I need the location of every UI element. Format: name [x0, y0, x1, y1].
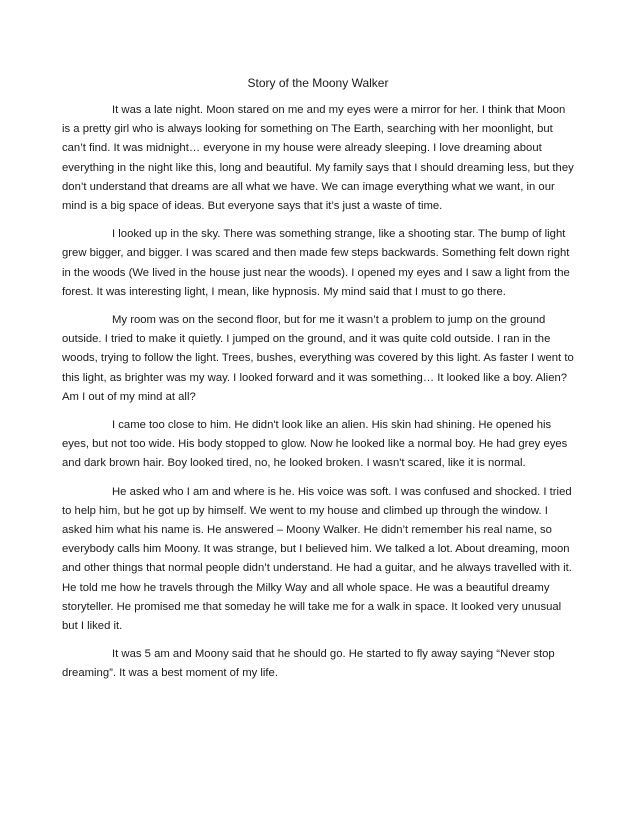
- paragraph-1: It was a late night. Moon stared on me and my eyes were a mirror for her. I think that Moon is a pretty girl who is always looking for something on The Earth, searching with her moonlight, but can’t find. It was midnight… everyone in my house were already sleeping. I love dreaming about everything in the night like this, long and beautiful. My family says that I should dreaming less, but they don’t understand that dreams are all what we have. We can image everything what we want, in our mind is a big space of ideas. But everyone says that it’s just a waste of time.: [62, 104, 574, 213]
- document-page: [62, 74, 574, 693]
- paragraph-5: He asked who I am and where is he. His voice was soft. I was confused and shocked. I tried to help him, but he got up by himself. We went to my house and climbed up through the window. I asked him what his name is. He answered – Moony Walker. He didn’t remember his real name, so everybody calls him Moony. It was strange, but I believed him. We talked a lot. About dreaming, moon and other things that normal people didn’t understand. He had a guitar, and he always travelled with it. He told me how he travels through the Milky Way and all whole space. He was a beautiful dreamy storyteller. He promised me that someday he will take me for a walk in space. It looked very unusual but I liked it.: [62, 485, 572, 633]
- paragraph-4: I came too close to him. He didn't look like an alien. His skin had shining. He opened his eyes, but not too wide. His body stopped to glow. Now he looked like a normal boy. He had grey eyes and dark brown hair. Boy looked tired, no, he looked broken. I wasn't scared, like it is normal.: [62, 419, 568, 470]
- paragraph-3: My room was on the second floor, but for me it wasn’t a problem to jump on the ground outside. I tried to make it quietly. I jumped on the ground, and it was quite cold outside. I ran in the woods, trying to follow the light. Trees, bushes, everything was covered by this light. As faster I went to this light, as brighter was my way. I looked forward and it was something… It looked like a boy. Alien? Am I out of my mind at all?: [62, 314, 574, 403]
- paragraph-2: I looked up in the sky. There was something strange, like a shooting star. The bump of light grew bigger, and bigger. I was scared and then made few steps backwards. Something felt down right in the woods (We lived in the house just near the woods). I opened my eyes and I saw a light from the forest. It was interesting light, I mean, like hypnosis. My mind said that I must to go there.: [62, 228, 570, 298]
- paragraph-6: It was 5 am and Moony said that he should go. He started to fly away saying “Never stop dreaming”. It was a best moment of my life.: [62, 648, 555, 680]
- document-title: Story of the Moony Walker: [247, 76, 389, 90]
